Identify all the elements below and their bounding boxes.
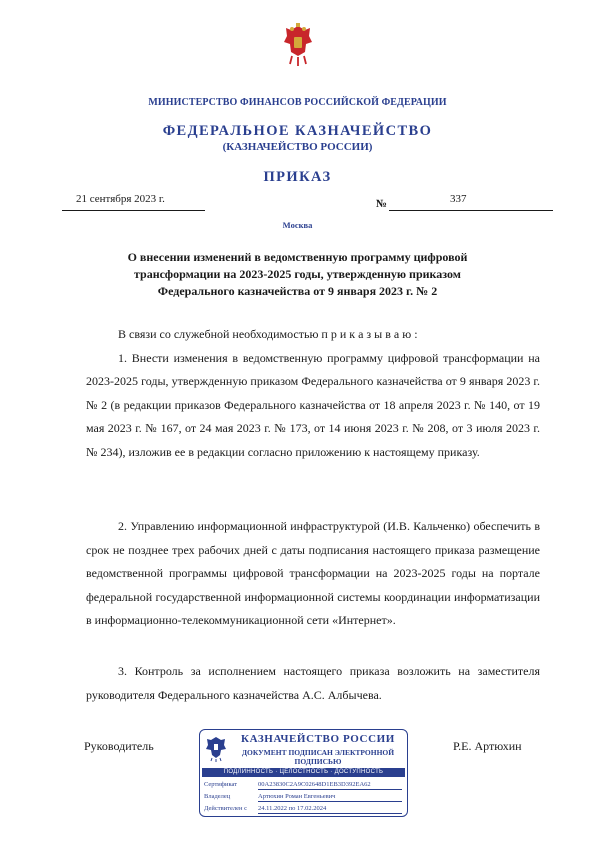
order-date: 21 сентября 2023 г. — [76, 193, 165, 205]
body-section-1 — [86, 323, 540, 465]
stamp-label: Владелец — [204, 793, 231, 800]
stamp-row-owner — [204, 793, 404, 802]
subject-line: трансформации на 2023-2025 годы, утвержденную приказом — [134, 267, 461, 281]
stamp-caption — [230, 748, 406, 766]
stamp-value: 00A23830C2A9C02648D1EB3D392EA62 — [258, 781, 402, 790]
stamp-label: Сертификат — [204, 781, 238, 788]
preamble: В связи со служебной необходимостью п р и к а з ы в а ю : — [118, 327, 418, 341]
ministry-name: МИНИСТЕРСТВО ФИНАНСОВ РОССИЙСКОЙ ФЕДЕРАЦИИ — [148, 97, 447, 108]
order-number: 337 — [450, 193, 467, 205]
subject-line: Федерального казначейства от 9 января 2023 г. № 2 — [157, 284, 438, 298]
treasury-eagle-icon — [204, 734, 228, 762]
city: Москва — [282, 220, 313, 230]
stamp-row-validity — [204, 805, 404, 814]
e-signature-stamp — [199, 729, 408, 817]
subject-line: О внесении изменений в ведомственную программу цифровой — [127, 250, 468, 264]
signer-name: Р.Е. Артюхин — [453, 739, 522, 753]
paragraph-1: 1. Внести изменения в ведомственную программу цифровой трансформации на 2023-2025 годы, утвержденную приказом Федерального казначейства от 9 января 2023 г. № 2 (в редакции приказов Федерального казначейства от 18 апреля 2023 г. № 140, от 19 мая 2023 г. № 167, от 24 мая 2023 г. № 173, от 14 июня 2023 г. № 208, от 3 июля 2023 г. № 234), изложив ее в редакции согласно приложению к настоящему приказу. — [86, 350, 540, 459]
agency-name: ФЕДЕРАЛЬНОЕ КАЗНАЧЕЙСТВО — [162, 123, 433, 139]
paragraph-2: 2. Управлению информационной инфраструктурой (И.В. Кальченко) обеспечить в срок не позднее трех рабочих дней с даты подписания настоящего приказа размещение ведомственной программы цифровой трансформации на 2023-2025 годы на портале федеральной государственной информационной системы координации информатизации в информационно-телекоммуникационной сети «Интернет». — [86, 519, 540, 628]
body-section-3 — [86, 660, 540, 707]
stamp-band: ПОДЛИННОСТЬ · ЦЕЛОСТНОСТЬ · ДОСТУПНОСТЬ — [202, 768, 405, 777]
coat-of-arms-icon — [282, 22, 314, 68]
stamp-label: Действителен с — [204, 805, 247, 812]
stamp-caption-line: ПОДПИСЬЮ — [294, 757, 342, 766]
document-type: ПРИКАЗ — [263, 169, 332, 185]
paragraph-3: 3. Контроль за исполнением настоящего приказа возложить на заместителя руководителя Федерального казначейства А.С. Албычева. — [86, 664, 540, 702]
stamp-row-certificate — [204, 781, 404, 790]
stamp-value: Артюхин Роман Евгеньевич — [258, 793, 402, 802]
agency-short-name: (КАЗНАЧЕЙСТВО РОССИИ) — [222, 141, 373, 153]
date-underline — [62, 210, 205, 211]
document-subject — [0, 249, 595, 300]
number-underline — [389, 210, 553, 211]
number-sign: № — [376, 198, 388, 210]
stamp-value: 24.11.2022 по 17.02.2024 — [258, 805, 402, 814]
stamp-caption-line: ДОКУМЕНТ ПОДПИСАН ЭЛЕКТРОННОЙ — [241, 748, 395, 757]
body-section-2 — [86, 515, 540, 633]
stamp-org-name: КАЗНАЧЕЙСТВО РОССИИ — [241, 733, 395, 745]
signer-role: Руководитель — [84, 739, 154, 753]
